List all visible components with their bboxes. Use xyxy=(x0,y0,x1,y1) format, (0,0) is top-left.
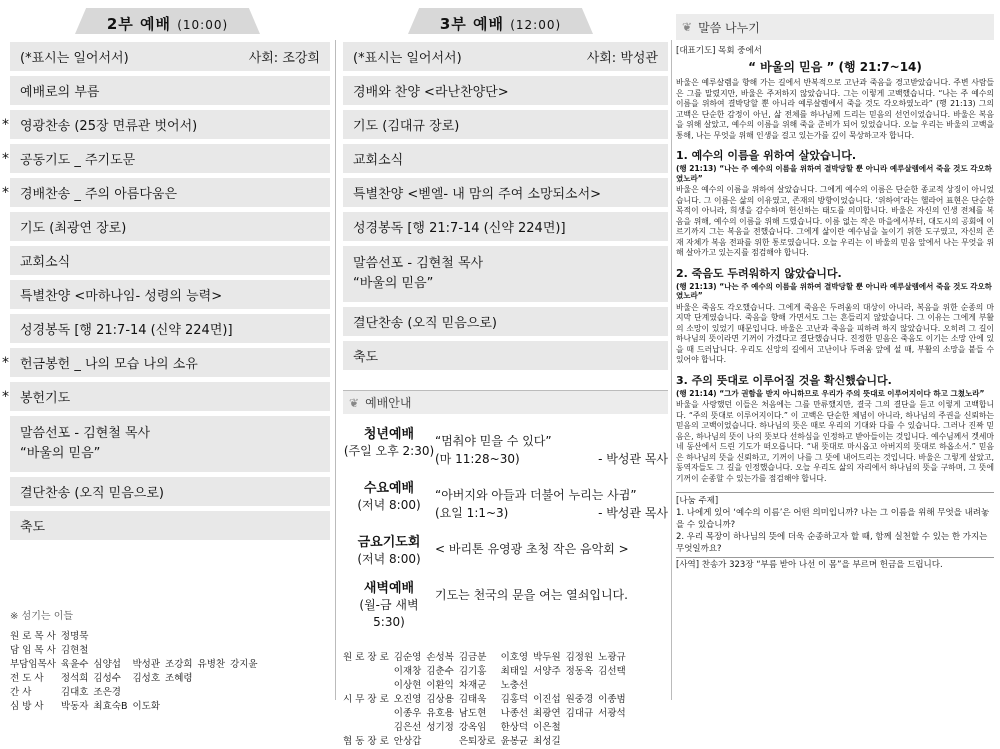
discussion-item: 1. 나에게 있어 ‘예수의 이름’은 어떤 의미입니까? 나는 그 이름을 위해 무엇을 내려놓을 수 있습니까? xyxy=(676,508,990,530)
staff-name xyxy=(263,630,268,644)
staff-row xyxy=(343,721,631,735)
staff-name: 이호영 xyxy=(500,652,529,663)
order-item xyxy=(10,246,330,275)
staff-name xyxy=(263,658,268,672)
service-guide xyxy=(343,390,668,631)
sermon-heading: “ 바울의 믿음 ” (행 21:7~14) xyxy=(748,60,922,74)
staff-name: 유호용 xyxy=(426,708,454,719)
staff-name: 최성길 xyxy=(533,736,561,747)
staff-role: 원 로 목 사 xyxy=(10,631,56,642)
service-time: (저녁 8:00) xyxy=(357,552,421,566)
column-divider xyxy=(335,40,336,700)
staff-name xyxy=(263,686,268,700)
order-item-text: 특별찬양 <마하나임- 성령의 능력> xyxy=(20,289,223,304)
staff-name: 차재군 xyxy=(458,680,487,691)
standing-note: (*표시는 일어서서) xyxy=(353,51,462,66)
staff-name: 김대호 xyxy=(60,687,89,698)
staff-name xyxy=(263,700,268,714)
staff-name: 서광석 xyxy=(598,708,626,719)
order-header xyxy=(10,42,330,71)
sermon-speaker: 말씀선포 - 김현철 목사 xyxy=(353,256,484,271)
staff-name: 조은경 xyxy=(93,687,121,698)
sermon-intro: 바울은 예루살렘을 향해 가는 길에서 반복적으로 고난과 죽음을 경고받았습니다. 주변 사람들은 그를 말렸지만, 바울은 주저하지 않았습니다. 그는 이렇게 고백했습니다. “나는 주 예수의 이름을 위하여 결박당할 뿐 아니라 예루살렘에서 죽을 것도 각오하였노라” (행 21:13) 그의 고백은 단순한 감정이 아닌, 삶 전체를 하나님께 드리는 믿음의 선언이었습니다. 바울은 복음을 위해 살았고, 예수의 이름을 위해 죽을 준비가 되어 있었습니다. 오늘 우리는 바울의 고백을 통해, 나는 무엇을 위해 인생을 걸고 있는가를 깊이 묵상하고자 합니다. xyxy=(676,78,994,140)
order-item xyxy=(343,341,668,370)
staff-name xyxy=(198,686,231,700)
order-item-text: 영광찬송 (25장 면류관 벗어서) xyxy=(20,119,198,134)
point-reference: (행 21:14) “그가 권함을 받지 아니하므로 우리가 주의 뜻대로 이루어지이다 하고 그쳤노라” xyxy=(676,388,985,398)
service-time: (주일 오후 2:30) xyxy=(343,444,435,458)
staff-name: 나종선 xyxy=(500,708,529,719)
standing-mark: * xyxy=(2,389,9,405)
service-ref: (마 11:28~30) xyxy=(435,452,520,466)
staff-row xyxy=(10,700,268,714)
staff-row xyxy=(343,665,631,679)
staff-name: 조혜령 xyxy=(165,673,193,684)
order-item xyxy=(2,382,330,411)
staff-name: 최광연 xyxy=(533,708,561,719)
staff-role xyxy=(343,679,394,693)
staff-name: 정동옥 xyxy=(565,666,594,677)
staff-row xyxy=(10,644,268,658)
staff-name: 정석희 xyxy=(60,673,89,684)
service-name: 청년예배 xyxy=(363,427,415,442)
service-detail: < 바리톤 유영광 초청 작은 음악회 > xyxy=(435,542,629,556)
leaf-icon: ❦ xyxy=(349,395,360,410)
staff-role xyxy=(343,707,394,721)
staff-name: 손성복 xyxy=(426,652,454,663)
staff-name: 김태욱 xyxy=(458,694,487,705)
staff-row xyxy=(343,693,631,707)
staff-name: 이재창 xyxy=(393,666,422,677)
staff-name: 박동자 xyxy=(60,701,89,712)
staff-row xyxy=(10,630,268,644)
staff-role: 간 사 xyxy=(10,687,32,698)
staff-row xyxy=(10,658,268,672)
service-ref: (요일 1:1~3) xyxy=(435,506,509,520)
staff-name: 김선택 xyxy=(598,666,626,677)
staff-name: 김은선 xyxy=(393,722,422,733)
staff-name: 김춘수 xyxy=(426,666,454,677)
sermon-notes-column xyxy=(676,14,994,571)
staff-name xyxy=(165,700,198,714)
order-item-text: 성경봉독 [행 21:7-14 (신약 224면)] xyxy=(353,221,566,236)
order-item-text: 결단찬송 (오직 믿음으로) xyxy=(353,316,497,331)
staff-name xyxy=(426,735,459,749)
staff-name: 강옥임 xyxy=(458,722,487,733)
staff-role: 전 도 사 xyxy=(10,673,44,684)
staff-name xyxy=(165,630,198,644)
staff-name xyxy=(132,644,165,658)
staff-row xyxy=(343,707,631,721)
staff-name: 조강희 xyxy=(165,659,193,670)
service-preacher: - 박성관 목사 xyxy=(598,452,668,466)
staff-role xyxy=(343,721,394,735)
staff-role: 원 로 장 로 xyxy=(343,652,389,663)
staff-name: 이도화 xyxy=(132,701,161,712)
staff-role: 담 임 목 사 xyxy=(10,645,56,656)
staff-name: 박성관 xyxy=(132,659,161,670)
service-3-column xyxy=(343,0,668,749)
order-item-text: 봉헌기도 xyxy=(20,391,71,406)
staff-table xyxy=(10,630,268,714)
point-heading: 1. 예수의 이름을 위하여 살았습니다. xyxy=(676,149,857,162)
service-time: (저녁 8:00) xyxy=(357,498,421,512)
staff-name xyxy=(230,700,263,714)
order-item xyxy=(10,280,330,309)
staff-name xyxy=(132,686,165,700)
staff-name: 김대규 xyxy=(565,708,594,719)
staff-name: 이종범 xyxy=(598,694,626,705)
elders-section xyxy=(343,651,668,749)
order-item-text: 교회소식 xyxy=(353,153,404,168)
order-item xyxy=(343,307,668,336)
order-item xyxy=(2,348,330,377)
staff-row xyxy=(343,735,631,749)
order-item xyxy=(10,477,330,506)
staff-name: 유병찬 xyxy=(197,659,226,670)
staff-row xyxy=(343,651,631,665)
staff-name: 이은철 xyxy=(533,722,561,733)
staff-name: 서양주 xyxy=(533,666,561,677)
staff-name: 이상현 xyxy=(393,680,422,691)
staff-name: 노충선 xyxy=(500,680,529,691)
staff-name: 노광규 xyxy=(598,652,626,663)
sermon-title: “바울의 믿음” xyxy=(20,446,101,461)
service-info xyxy=(343,480,668,522)
order-item-text: 축도 xyxy=(353,350,379,365)
staff-row xyxy=(10,672,268,686)
order-item-text: 성경봉독 [행 21:7-14 (신약 224면)] xyxy=(20,323,233,338)
staff-name xyxy=(230,686,263,700)
staff-name: 이종우 xyxy=(393,708,422,719)
order-item-text: 헌금봉헌 _ 나의 모습 나의 소유 xyxy=(20,357,198,372)
service-detail: 기도는 천국의 문을 여는 열쇠입니다. xyxy=(435,588,628,602)
order-header xyxy=(343,42,668,71)
staff-name: 박두원 xyxy=(533,652,561,663)
service-2-title: 2부 예배 xyxy=(106,15,171,33)
elders-table xyxy=(343,651,631,749)
staff-name: 원중경 xyxy=(565,694,594,705)
service-3-tab xyxy=(343,0,668,38)
staff-name: 김현철 xyxy=(60,645,89,656)
order-item xyxy=(10,314,330,343)
order-item xyxy=(10,212,330,241)
staff-name: 이환익 xyxy=(426,680,454,691)
staff-row xyxy=(10,686,268,700)
order-item-text: 경배찬송 _ 주의 아름다움은 xyxy=(20,187,178,202)
service-detail: “아버지와 아들과 더불어 누리는 사귐” xyxy=(435,488,637,502)
staff-name: 김성호 xyxy=(132,673,161,684)
staff-name xyxy=(198,644,231,658)
point-body: 바울을 사랑했던 이들은 처음에는 그를 만류했지만, 결국 그의 결단을 듣고 이렇게 고백합니다. “주의 뜻대로 이루어지이다.” 이 고백은 단순한 체념이 아니라, 하나님의 주권을 신뢰하는 믿음의 고백이었습니다. 하나님의 뜻은 때로 우리의 기대와 다를 수 있습니다. 그러나 진짜 믿음은, 하나님의 뜻이 나의 뜻보다 선하심을 인정하고 받아들이는 것입니다. 예수님께서 겟세마네 동산에서 드린 기도가 떠오릅니다. “내 뜻대로 마시옵고 아버지의 뜻대로 하옵소서.” 믿음은 하나님의 뜻을 신뢰하고, 기꺼이 나를 그 뜻에 내어드리는 것입니다. 바울은 그렇게 살았고, 동역자들도 그 길을 인정했습니다. 오늘 우리도 삶의 자리에서 하나님의 뜻을 구하며, 그 뜻에 기꺼이 순종할 수 있는가를 점검해야 합니다. xyxy=(676,400,994,483)
staff-role: 부담임목사 xyxy=(10,659,56,670)
standing-mark: * xyxy=(2,185,9,201)
staff-name: 최효숙B xyxy=(93,701,128,712)
staff-name xyxy=(598,721,631,735)
order-item-text: 기도 (김대규 장로) xyxy=(353,119,460,134)
staff-name: 김기홍 xyxy=(458,666,487,677)
staff-name: 심양섭 xyxy=(93,659,121,670)
service-info xyxy=(343,534,668,568)
service-3-time: (12:00) xyxy=(510,18,562,32)
staff-role xyxy=(343,665,394,679)
staff-name xyxy=(598,735,631,749)
discussion-box xyxy=(676,492,994,571)
order-item xyxy=(2,110,330,139)
service-2-column xyxy=(2,0,330,714)
presider: 사회: 박성관 xyxy=(586,51,658,66)
staff-name: 남도현 xyxy=(458,708,487,719)
standing-mark: * xyxy=(2,355,9,371)
service-2-time: (10:00) xyxy=(177,18,229,32)
service-name: 금요기도회 xyxy=(357,535,421,550)
staff-name xyxy=(165,644,198,658)
staff-name xyxy=(132,630,165,644)
staff-name: 김홍덕 xyxy=(500,694,529,705)
staff-name: 이진섭 xyxy=(533,694,561,705)
sermon-speaker: 말씀선포 - 김현철 목사 xyxy=(20,426,151,441)
point-heading: 3. 주의 뜻대로 이루어질 것을 확신했습니다. xyxy=(676,373,892,387)
order-item xyxy=(343,110,668,139)
order-item xyxy=(2,178,330,207)
staff-role: 심 방 사 xyxy=(10,701,44,712)
sermon-row xyxy=(343,246,668,302)
staff-role: 협 동 장 로 xyxy=(343,736,389,747)
staff-title: ※ 섬기는 이들 xyxy=(10,611,74,622)
standing-mark: * xyxy=(2,117,9,133)
staff-name xyxy=(198,630,231,644)
leaf-icon: ❦ xyxy=(682,20,693,34)
staff-name xyxy=(230,672,263,686)
staff-name xyxy=(533,679,566,693)
staff-name: 김순영 xyxy=(393,652,422,663)
point-body: 바울은 예수의 이름을 위하여 살았습니다. 그에게 예수의 이름은 단순한 종교적 상징이 아니었습니다. 그 이름은 삶의 이유였고, 존재의 방향이었습니다. ‘위하여’라는 헬라어 표현은 단순한 목적이 아니라, 희생을 감수하며 헌신하는 태도를 의미합니다. 바울은 자신의 인생 전체를 복음을 위해, 예수의 이름을 위해 드렸습니다. 이름 없는 작은 마을에서부터, 대도시의 공회에 이르기까지 그는 복음을 전했습니다. 그에게 삶이란 예수님을 높이기 위한 도구였고, 자신의 존재 자체가 복음 전파를 위한 통로였습니다. 오늘 우리는 이 바울의 믿음 앞에서 나는 무엇을 위해 살아가고 있는지를 점검해야 합니다. xyxy=(676,185,994,257)
order-item-text: 축도 xyxy=(20,520,46,535)
staff-name xyxy=(566,679,599,693)
staff-name xyxy=(230,630,263,644)
order-item-text: 특별찬양 <벧엘- 내 맘의 주여 소망되소서> xyxy=(353,187,602,202)
service-name: 수요예배 xyxy=(363,481,415,496)
staff-name xyxy=(598,679,631,693)
point-reference: (행 21:13) “나는 주 예수의 이름을 위하여 결박당할 뿐 아니라 예루살렘에서 죽을 것도 각오하였노라” xyxy=(676,281,992,300)
staff-name: 육윤수 xyxy=(60,659,89,670)
staff-name xyxy=(93,630,132,644)
staff-section xyxy=(10,610,330,714)
order-item xyxy=(343,212,668,241)
discussion-item: 2. 우리 목장이 하나님의 뜻에 더욱 순종하고자 할 때, 함께 실천할 수 있는 한 가지는 무엇일까요? xyxy=(676,532,988,554)
staff-name: 김정원 xyxy=(565,652,594,663)
staff-name: 김금분 xyxy=(458,652,487,663)
staff-name xyxy=(566,721,599,735)
staff-name xyxy=(165,686,198,700)
staff-name xyxy=(263,644,268,658)
staff-name: 최태일 xyxy=(500,666,529,677)
staff-row xyxy=(343,679,631,693)
staff-name: 은퇴장로 xyxy=(458,736,496,747)
order-item-text: 예배로의 부름 xyxy=(20,85,100,100)
staff-name: 윤봉균 xyxy=(500,736,529,747)
standing-mark: * xyxy=(2,151,9,167)
notes-title: 말씀 나누기 xyxy=(698,20,760,35)
staff-name: 정명묵 xyxy=(60,631,89,642)
service-info xyxy=(343,580,668,631)
service-info xyxy=(343,426,668,468)
staff-name xyxy=(93,644,132,658)
staff-name xyxy=(566,735,599,749)
service-time: (월-금 새벽 5:30) xyxy=(359,598,419,629)
service-2-tab xyxy=(10,0,330,38)
staff-name xyxy=(198,672,231,686)
service-3-title: 3부 예배 xyxy=(439,15,504,33)
service-name: 새벽예배 xyxy=(363,581,415,596)
point-heading: 2. 죽음도 두려워하지 않았습니다. xyxy=(676,266,842,280)
closing-note: [사역] 찬송가 323장 “부름 받아 나선 이 몸”을 부르며 헌금을 드립니다. xyxy=(676,557,994,571)
order-item-text: 경배와 찬양 <라난찬양단> xyxy=(353,85,509,100)
sermon-title: “바울의 믿음” xyxy=(353,276,434,291)
presider: 사회: 조강희 xyxy=(248,51,320,66)
staff-name: 성기정 xyxy=(426,722,454,733)
staff-name: 안상갑 xyxy=(393,736,422,747)
order-item xyxy=(343,144,668,173)
staff-name: 한상덕 xyxy=(500,722,529,733)
staff-name: 오진영 xyxy=(393,694,422,705)
guide-header xyxy=(343,390,668,414)
guide-title: 예배안내 xyxy=(365,396,412,410)
sermon-row xyxy=(10,416,330,472)
service-preacher: - 박성관 목사 xyxy=(598,506,668,520)
staff-name xyxy=(230,644,263,658)
column-divider xyxy=(671,40,672,700)
prayer-note: [대표기도] 목회 중에서 xyxy=(676,46,762,56)
notes-header xyxy=(676,14,994,40)
staff-name xyxy=(198,700,231,714)
service-detail: “멈춰야 믿을 수 있다” xyxy=(435,434,552,448)
staff-name: 김상용 xyxy=(426,694,454,705)
order-item xyxy=(10,511,330,540)
order-item xyxy=(343,178,668,207)
order-item-text: 결단찬송 (오직 믿음으로) xyxy=(20,486,164,501)
order-item xyxy=(10,76,330,105)
staff-role: 시 무 장 로 xyxy=(343,694,389,705)
staff-name: 강지윤 xyxy=(230,659,258,670)
order-item-text: 기도 (최광연 장로) xyxy=(20,221,127,236)
order-item xyxy=(343,76,668,105)
discussion-title: [나눔 주제] xyxy=(676,496,719,506)
point-reference: (행 21:13) “나는 주 예수의 이름을 위하여 결박당할 뿐 아니라 예루살렘에서 죽을 것도 각오하였노라” xyxy=(676,164,992,183)
point-body: 바울은 죽음도 각오했습니다. 그에게 죽음은 두려움의 대상이 아니라, 복음을 위한 순종의 마지막 단계였습니다. 죽음을 향해 가면서도 그는 흔들리지 않았습니다. 그 이유는 그에게 부활의 소망이 있었기 때문입니다. 바울은 고난과 죽음을 피하려 하지 않았습니다. 오히려 그 길이 하나님의 뜻이라면 기꺼이 가겠다고 결단했습니다. 진정한 믿음은 죽음도 이기는 소망 안에 있을 때 드러납니다. 우리도 신앙의 길에서 고난이나 두려움 앞에 설 때, 부활의 소망을 붙들 수 있어야 합니다. xyxy=(676,302,994,364)
staff-name xyxy=(263,672,268,686)
order-item-text: 공동기도 _ 주기도문 xyxy=(20,153,136,168)
order-item-text: 교회소식 xyxy=(20,255,71,270)
staff-name: 김성수 xyxy=(93,673,121,684)
standing-note: (*표시는 일어서서) xyxy=(20,51,129,66)
order-item xyxy=(2,144,330,173)
